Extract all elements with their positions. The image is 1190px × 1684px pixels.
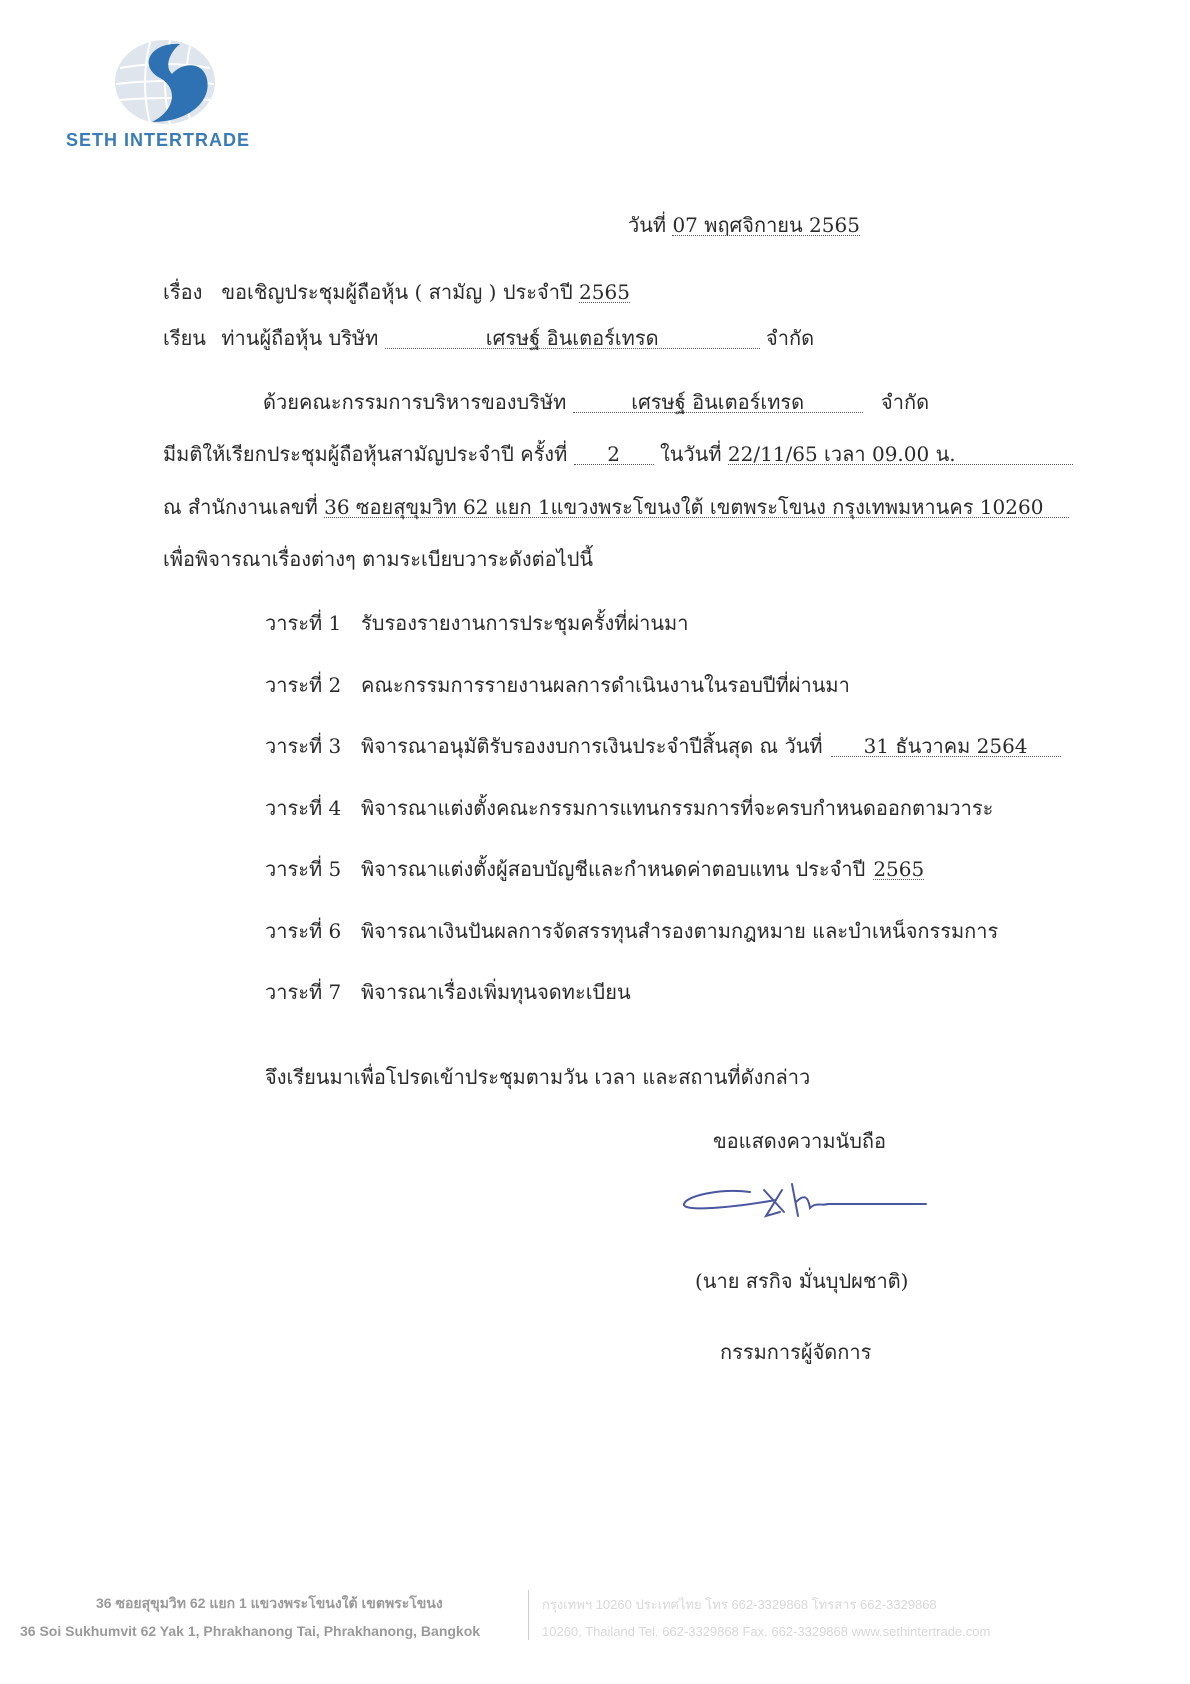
recipient-company: เศรษฐ์ อินเตอร์เทรด [385,328,760,349]
footer-divider [528,1590,529,1640]
regards-text: ขอแสดงความนับถือ [713,1129,887,1153]
agenda-number: วาระที่ 7 [265,980,342,1004]
agenda-number: วาระที่ 3 [265,734,342,758]
recipient-line: เรียน ท่านผู้ถือหุ้น บริษัท เศรษฐ์ อินเตอร์เทรด จำกัด [163,326,815,350]
signer-name: (นาย สรกิจ มั่นบุปผชาติ) [695,1269,909,1293]
agenda-item [265,918,999,943]
company-logo [66,38,266,158]
signer-title: กรรมการผู้จัดการ [720,1340,872,1364]
agenda-number: วาระที่ 2 [265,672,342,697]
agenda-fill-value: 2565 [873,857,925,881]
body-company: เศรษฐ์ อินเตอร์เทรด [573,392,863,413]
body-line-4: เพื่อพิจารณาเรื่องต่างๆ ตามระเบียบวาระดังต่อไปนี้ [163,547,594,571]
subject-year: 2565 [579,280,630,304]
agenda-text: รับรองรายงานการประชุมครั้งที่ผ่านมา [361,611,689,635]
letter-date: วันที่ 07 พฤศจิกายน 2565 [628,213,860,237]
footer-contact-english: 10260, Thailand Tel. 662-3329868 Fax. 662-3329868 www.sethintertrade.com [542,1624,991,1639]
agenda-fill-value: 31 ธันวาคม 2564 [831,736,1061,757]
company-logo-text: SETH INTERTRADE [66,130,251,150]
body-line-3: ณ สำนักงานเลขที่ 36 ซอยสุขุมวิท 62 แยก 1แขวงพระโขนงใต้ เขตพระโขนง กรุงเทพมหานคร 10260 [163,497,1069,518]
closing-text: จึงเรียนมาเพื่อโปรดเข้าประชุมตามวัน เวลา และสถานที่ดังกล่าว [265,1065,811,1089]
footer-thai-address: 36 ซอยสุขุมวิท 62 แยก 1 แขวงพระโขนงใต้ เขตพระโขนง [96,1595,443,1611]
agenda-number: วาระที่ 6 [265,918,342,943]
agenda-item [265,613,688,633]
agenda-number: วาระที่ 1 [265,611,342,635]
agenda-text: พิจารณาเงินปันผลการจัดสรรทุนสำรองตามกฎหมาย และบำเหน็จกรรมการ [361,918,999,943]
agenda-number: วาระที่ 5 [265,857,342,881]
agenda-text: พิจารณาแต่งตั้งคณะกรรมการแทนกรรมการที่จะครบกำหนดออกตามวาระ [361,795,994,820]
agenda-text: คณะกรรมการรายงานผลการดำเนินงานในรอบปีที่ผ่านมา [361,672,850,697]
agenda-item [265,736,1061,757]
body-line-2: มีมติให้เรียกประชุมผู้ถือหุ้นสามัญประจำปี ครั้งที่ 2 ในวันที่ 22/11/65 เวลา 09.00 น. [163,444,1073,465]
body-line-1: ด้วยคณะกรรมการบริหารของบริษัท เศรษฐ์ อินเตอร์เทรด จำกัด [263,390,930,414]
meeting-number: 2 [574,444,654,465]
agenda-text: พิจารณาอนุมัติรับรองงบการเงินประจำปีสิ้นสุด ณ วันที่ [361,734,823,758]
agenda-number: วาระที่ 4 [265,795,342,820]
subject-line: เรื่อง ขอเชิญประชุมผู้ถือหุ้น ( สามัญ ) ประจำปี 2565 [163,280,630,304]
agenda-item [265,795,994,820]
agenda-item [265,859,924,880]
agenda-item [265,672,850,697]
footer-english-address: 36 Soi Sukhumvit 62 Yak 1, Phrakhanong Tai, Phrakhanong, Bangkok [20,1623,481,1639]
meeting-address: 36 ซอยสุขุมวิท 62 แยก 1แขวงพระโขนงใต้ เขตพระโขนง กรุงเทพมหานคร 10260 [324,497,1069,518]
meeting-datetime: 22/11/65 เวลา 09.00 น. [728,444,1073,465]
agenda-text: พิจารณาแต่งตั้งผู้สอบบัญชีและกำหนดค่าตอบแทน ประจำปี [361,857,866,881]
footer-contact-thai: กรุงเทพฯ 10260 ประเทศไทย โทร 662-3329868 โทรสาร 662-3329868 [542,1597,937,1612]
signature-icon [680,1182,930,1232]
agenda-text: พิจารณาเรื่องเพิ่มทุนจดทะเบียน [361,980,631,1004]
agenda-item [265,982,631,1002]
globe-logo-icon [110,38,220,130]
date-value: 07 พฤศจิกายน 2565 [672,213,860,237]
